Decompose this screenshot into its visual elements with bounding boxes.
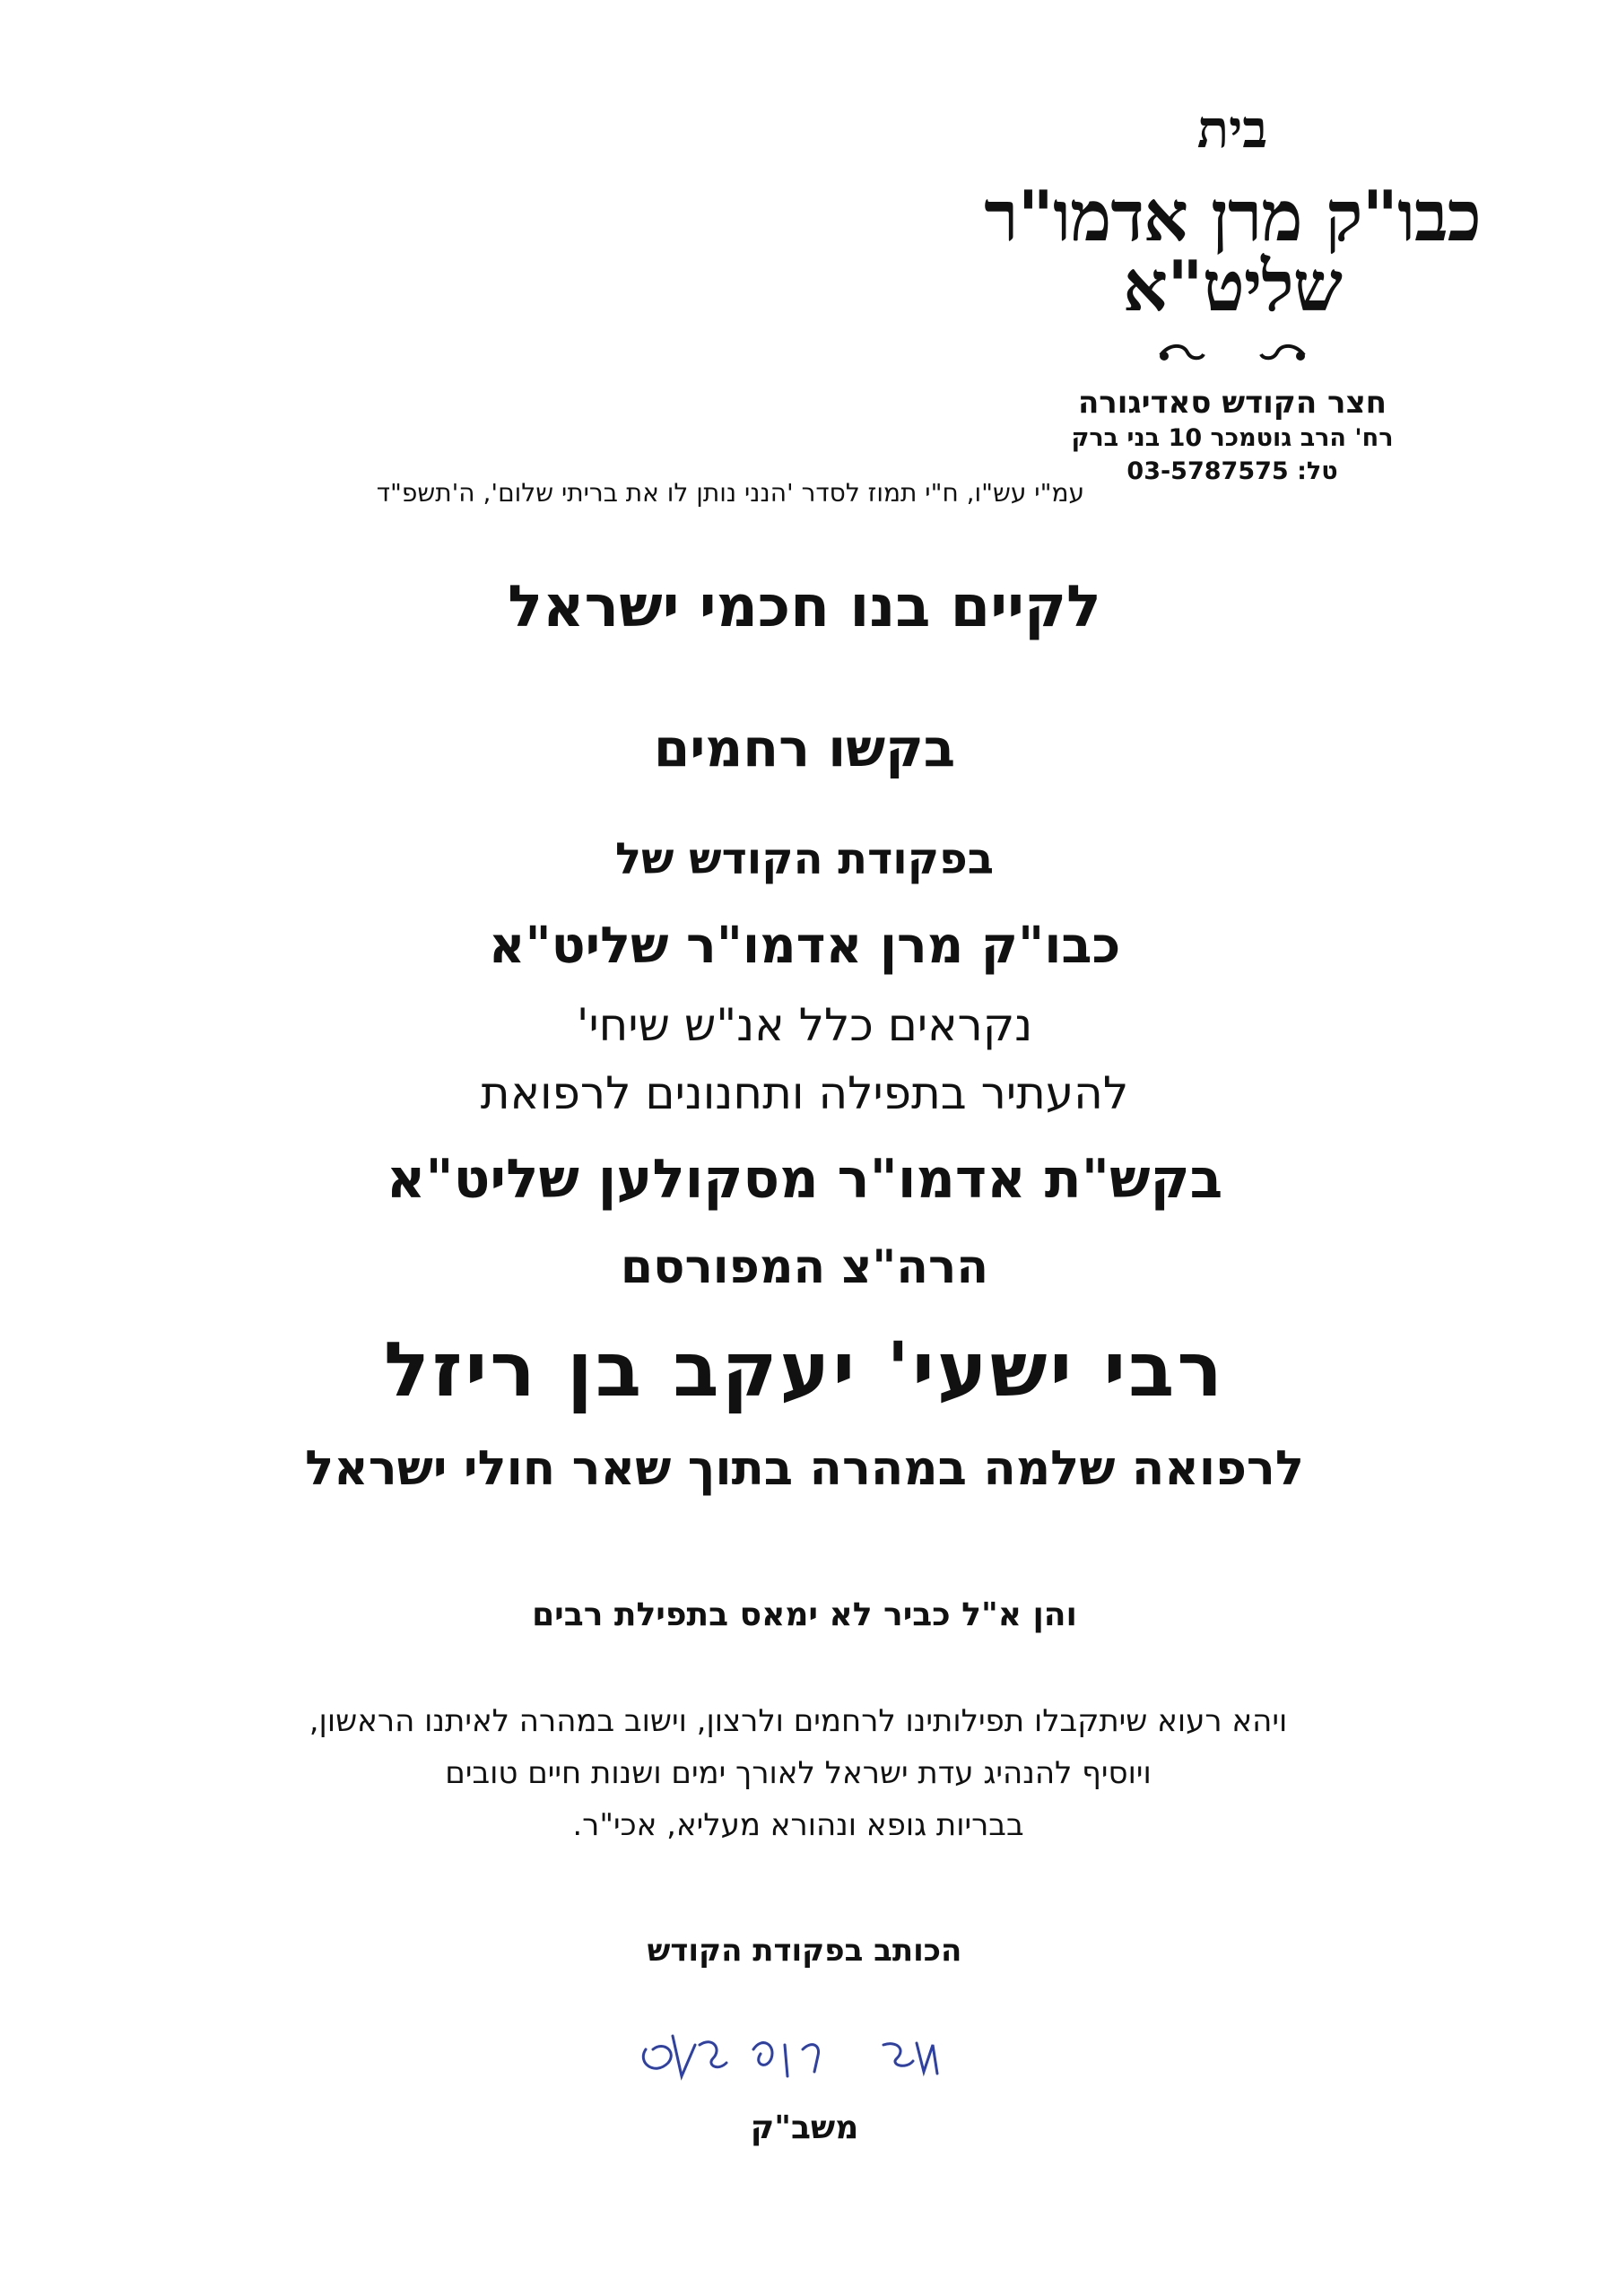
patient-honorific: הרה"צ המפורסם <box>620 1240 989 1294</box>
request-mercy: בקשו רחמים <box>653 718 956 778</box>
by-order-of: בפקודת הקודש של <box>615 834 994 884</box>
letterhead-court: חצר הקודש סאדיגורה <box>1077 385 1387 421</box>
prayer-quote: והן א"ל כביר לא ימאס בתפילת רבים <box>532 1596 1077 1633</box>
letterhead-beit: בית <box>1196 99 1268 160</box>
blessing-line: בבריות גופא ונהורא מעליא, אכי"ר. <box>572 1807 1024 1843</box>
closing-line: הכותב בפקודת הקודש <box>647 1933 962 1969</box>
rebbe-title: כבו"ק מרן אדמו"ר שליט"א <box>488 917 1121 975</box>
ornament-icon <box>1152 342 1313 369</box>
letterhead-phone: טל: 03-5787575 <box>1126 457 1338 485</box>
pray-for-healing: להעתיר בתפילה ותחנונים לרפואת <box>480 1067 1129 1119</box>
call-to-community: נקראים כלל אנ"ש שיחי' <box>576 999 1033 1051</box>
letterhead <box>981 99 1483 485</box>
patient-title: בקש"ת אדמו"ר מסקולען שליט"א <box>386 1148 1223 1211</box>
letterhead-name: כבו"ק מרן אדמו"ר שליט"א <box>984 176 1481 327</box>
blessing-line: ויהא רעוא שיתקבלו תפילותינו לרחמים ולרצון, וישוב במהרה לאיתנו הראשון, <box>309 1703 1288 1739</box>
signature <box>628 2009 969 2099</box>
letterhead-address: רח' הרב גוטמכר 10 בני ברק <box>1071 424 1394 452</box>
headline: לקיים בנו חכמי ישראל <box>508 574 1101 640</box>
dateline: עמ"י עש"ו, ח"י תמוז לסדר 'הנני נותן לו את בריתי שלום', ה'תשפ"ד <box>376 478 1084 508</box>
blessing-paragraph <box>108 1695 1489 1851</box>
patient-name: רבי ישעי' יעקב בן ריזל <box>384 1326 1225 1413</box>
blessing-line: ויוסיף להנהיג עדת ישראל לאורך ימים ושנות חיים טובים <box>445 1755 1152 1791</box>
healing-line: לרפואה שלמה במהרה בתוך שאר חולי ישראל <box>305 1441 1304 1496</box>
signoff: משב"ק <box>750 2109 859 2146</box>
